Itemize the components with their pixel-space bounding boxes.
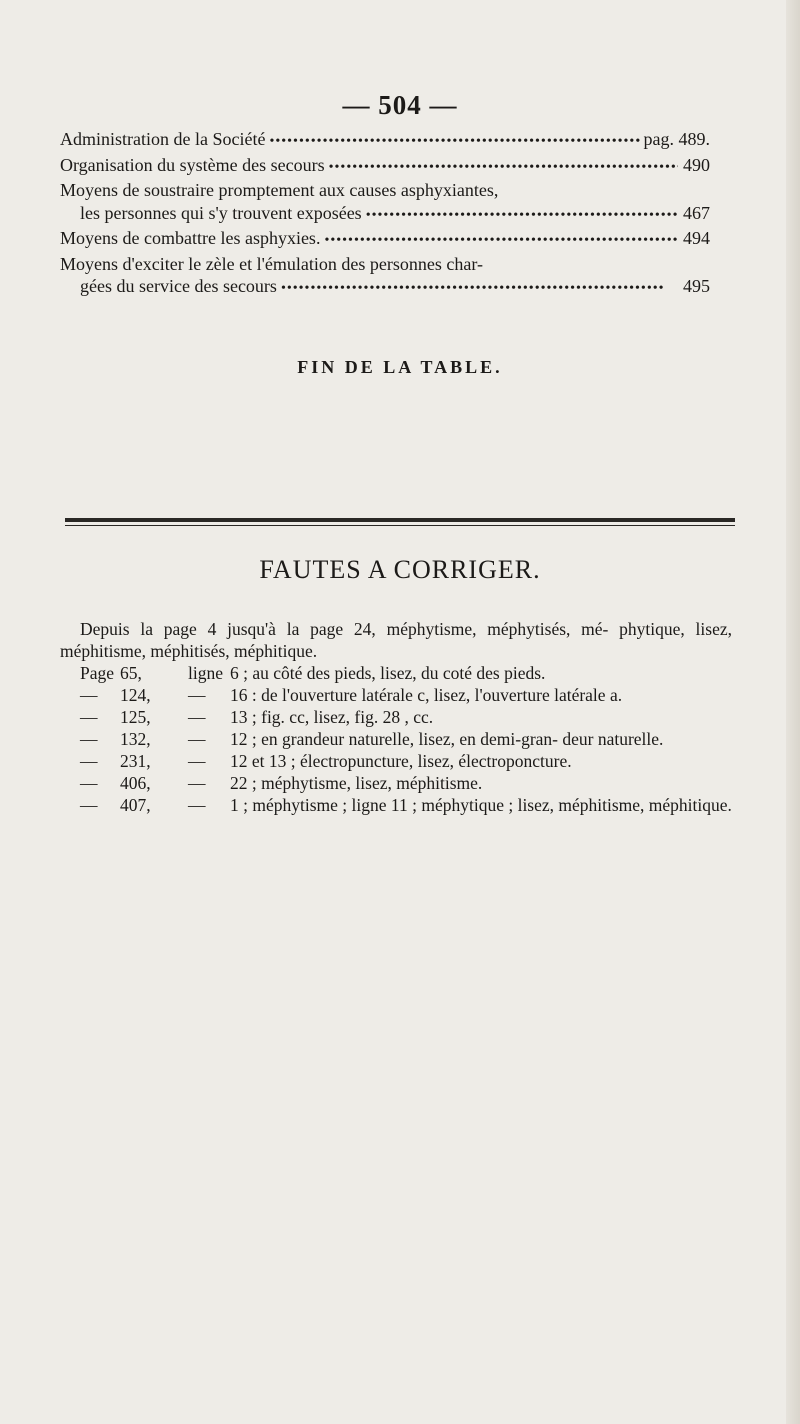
toc-entry-page: 494 [683, 228, 710, 248]
toc-entry [60, 154, 710, 180]
table-of-contents [60, 128, 710, 301]
errata-row-text: 13 ; fig. cc, lisez, fig. 28 , cc. [230, 707, 434, 727]
errata-row-text: 22 ; méphytisme, lisez, méphitisme. [230, 773, 483, 793]
errata-row [60, 772, 740, 794]
errata-row-page: 65, [120, 663, 142, 683]
toc-entry-page: 467 [683, 202, 710, 223]
toc-entry [60, 227, 710, 253]
errata-row [60, 684, 740, 706]
toc-leader-dots [269, 131, 639, 154]
errata-row-label: — [80, 729, 98, 749]
page-edge [786, 0, 800, 1424]
errata-row [60, 662, 740, 684]
errata-row-text: 12 ; en grandeur naturelle, lisez, en demi-gran- deur naturelle. [230, 729, 664, 749]
errata-row-label: — [80, 751, 98, 771]
errata-row-text: 6 ; au côté des pieds, lisez, du coté des pieds. [230, 663, 546, 683]
toc-entry-page: 490 [683, 154, 710, 175]
errata-row-label: — [80, 707, 98, 727]
errata-row-label: — [80, 773, 98, 793]
toc-entry [60, 128, 710, 154]
errata-row [60, 750, 740, 772]
toc-leader-dots [366, 205, 678, 228]
errata-row [60, 728, 740, 750]
toc-entry-page: 495 [683, 276, 710, 296]
errata-row-line-label: — [188, 795, 206, 815]
errata-row-page: 124, [120, 685, 151, 705]
toc-entry-text: les personnes qui s'y trouvent exposées [80, 202, 362, 223]
toc-entry-first-line: Moyens de soustraire promptement aux causes asphyxiantes, [60, 180, 499, 200]
errata-row-label: — [80, 795, 98, 815]
errata-row-label: Page [80, 663, 115, 683]
errata-row-line-label: — [188, 751, 206, 771]
errata-row-text: 12 et 13 ; électropuncture, lisez, électroponcture. [230, 751, 572, 771]
errata-row-page: 406, [120, 773, 151, 793]
double-rule-divider [65, 518, 735, 526]
errata-row-page: 132, [120, 729, 151, 749]
errata-row-line-label: ligne [188, 663, 223, 683]
toc-entry-text: Organisation du système des secours [60, 154, 325, 175]
toc-leader-dots [281, 278, 678, 301]
toc-entry-text: Administration de la Société [60, 129, 266, 149]
errata-row-page: 407, [120, 795, 151, 815]
page-number: — 504 — [342, 90, 458, 120]
toc-entry-first-line: Moyens d'exciter le zèle et l'émulation des personnes char- [60, 253, 483, 274]
errata-intro: Depuis la page 4 jusqu'à la page 24, méphytisme, méphytisés, mé- phytique, lisez, méphitisme, méphitisés, méphitique. [60, 619, 732, 661]
errata-row [60, 706, 740, 728]
errata-row-label: — [80, 685, 98, 705]
errata-row-page: 231, [120, 751, 151, 771]
errata-row-line-label: — [188, 773, 206, 793]
end-of-table-heading: FIN DE LA TABLE. [297, 357, 503, 377]
toc-leader-dots [329, 157, 678, 180]
errata-row-text: 1 ; méphytisme ; ligne 11 ; méphytique ; lisez, méphitisme, méphitique. [230, 795, 732, 815]
toc-entry [60, 179, 710, 227]
toc-entry-page: pag. 489. [643, 129, 710, 149]
toc-entry-text: gées du service des secours [80, 276, 277, 296]
toc-entry-text: Moyens de combattre les asphyxies. [60, 228, 321, 248]
errata-row [60, 794, 740, 816]
errata-row-line-label: — [188, 685, 206, 705]
errata-row-line-label: — [188, 707, 206, 727]
toc-leader-dots [324, 230, 678, 253]
toc-entry [60, 253, 710, 301]
errata-heading: FAUTES A CORRIGER. [259, 555, 541, 584]
errata-list [60, 662, 740, 816]
errata-row-text: 16 : de l'ouverture latérale c, lisez, l'ouverture latérale a. [230, 685, 623, 705]
errata-row-line-label: — [188, 729, 206, 749]
errata-row-page: 125, [120, 707, 151, 727]
